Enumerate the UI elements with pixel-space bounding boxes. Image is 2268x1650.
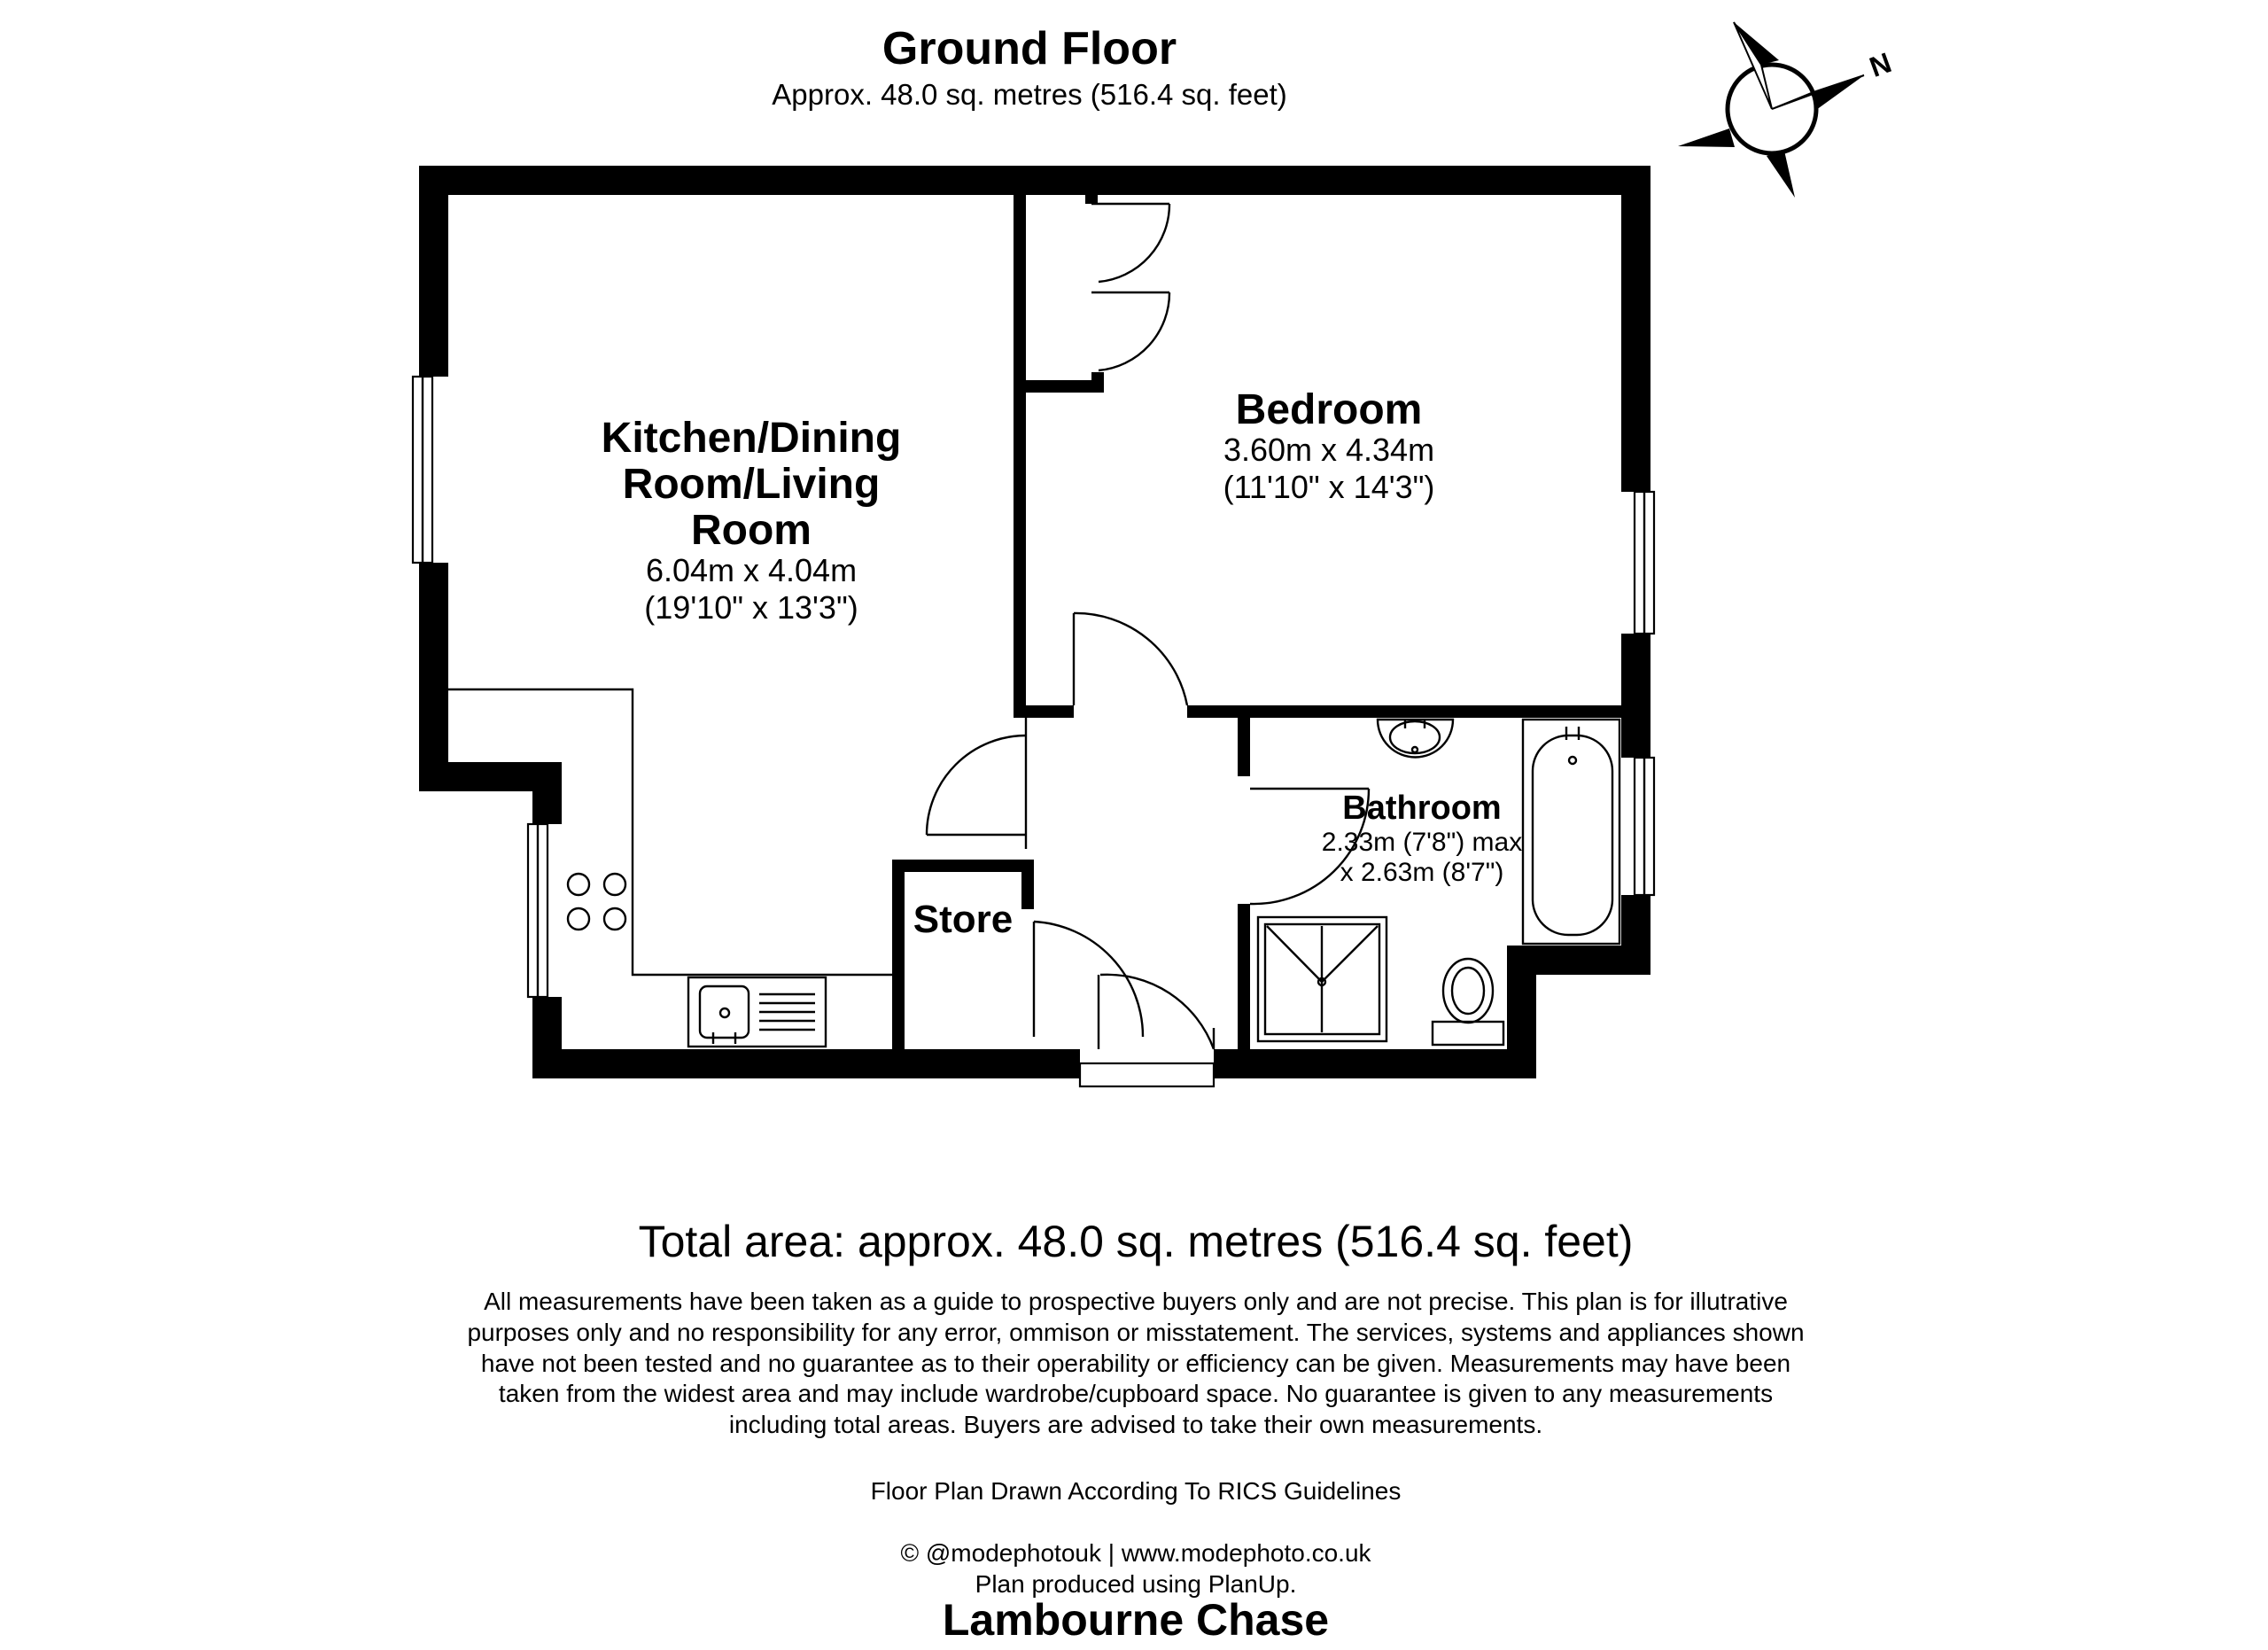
toilet-icon bbox=[1433, 959, 1503, 1045]
bathtub-icon bbox=[1523, 720, 1619, 944]
software-credit: Plan produced using PlanUp. bbox=[975, 1570, 1297, 1598]
kitchen-dimensions-imperial: (19'10" x 13'3") bbox=[644, 589, 858, 626]
store-label: Store bbox=[913, 898, 1014, 941]
floor-area-subtitle: Approx. 48.0 sq. metres (516.4 sq. feet) bbox=[772, 78, 1287, 111]
bedroom-dimensions-imperial: (11'10" x 14'3") bbox=[1223, 469, 1435, 505]
basin-icon bbox=[1378, 720, 1453, 758]
bedroom-dimensions-metric: 3.60m x 4.34m bbox=[1223, 432, 1435, 468]
kitchen-name-line-2: Room/Living bbox=[622, 461, 881, 508]
bathroom-dimensions-line-1: 2.33m (7'8") max bbox=[1321, 828, 1523, 857]
kitchen-name-line-3: Room bbox=[691, 507, 812, 554]
photographer-credit: © @modephotouk | www.modephoto.co.uk bbox=[900, 1539, 1371, 1567]
disclaimer-line: including total areas. Buyers are advised to take their own measurements. bbox=[728, 1411, 1543, 1438]
bedroom-name: Bedroom bbox=[1235, 386, 1423, 433]
wardrobe-doors-icon bbox=[1091, 204, 1169, 370]
disclaimer-line: purposes only and no responsibility for any error, ommison or misstatement. The services, systems and appliances shown bbox=[467, 1319, 1805, 1346]
bathroom-dimensions-line-2: x 2.63m (8'7") bbox=[1340, 858, 1504, 887]
bedroom-door-icon bbox=[1074, 613, 1187, 705]
total-area: Total area: approx. 48.0 sq. metres (516.4 sq. feet) bbox=[638, 1217, 1634, 1266]
north-arrow-icon bbox=[1678, 22, 1864, 198]
disclaimer bbox=[467, 1288, 1804, 1438]
kitchen-sink-icon bbox=[688, 977, 826, 1047]
disclaimer-line: All measurements have been taken as a guide to prospective buyers only and are not precise. This plan is for illutrative bbox=[484, 1288, 1788, 1315]
kitchen-name-line-1: Kitchen/Dining bbox=[601, 415, 902, 462]
kitchen-label bbox=[602, 415, 902, 626]
bathroom-label bbox=[1322, 790, 1522, 887]
property-name: Lambourne Chase bbox=[942, 1595, 1330, 1645]
front-door-icon bbox=[1099, 975, 1214, 1049]
rics-note: Floor Plan Drawn According To RICS Guidelines bbox=[870, 1477, 1402, 1505]
kitchen-worktop bbox=[448, 689, 892, 975]
bathroom-name: Bathroom bbox=[1342, 790, 1502, 827]
floor-title: Ground Floor bbox=[882, 23, 1177, 74]
disclaimer-line: have not been tested and no guarantee as to their operability or efficiency can be given. Measurements may have been bbox=[480, 1350, 1791, 1377]
north-label: N bbox=[1865, 46, 1896, 83]
store-door-icon bbox=[1034, 922, 1143, 1037]
kitchen-door-icon bbox=[927, 718, 1026, 849]
kitchen-dimensions-metric: 6.04m x 4.04m bbox=[645, 552, 858, 588]
bedroom-label bbox=[1223, 386, 1435, 505]
disclaimer-line: taken from the widest area and may include wardrobe/cupboard space. No guarantee is given to any measurements bbox=[498, 1380, 1774, 1407]
shower-tray-icon bbox=[1258, 917, 1386, 1041]
